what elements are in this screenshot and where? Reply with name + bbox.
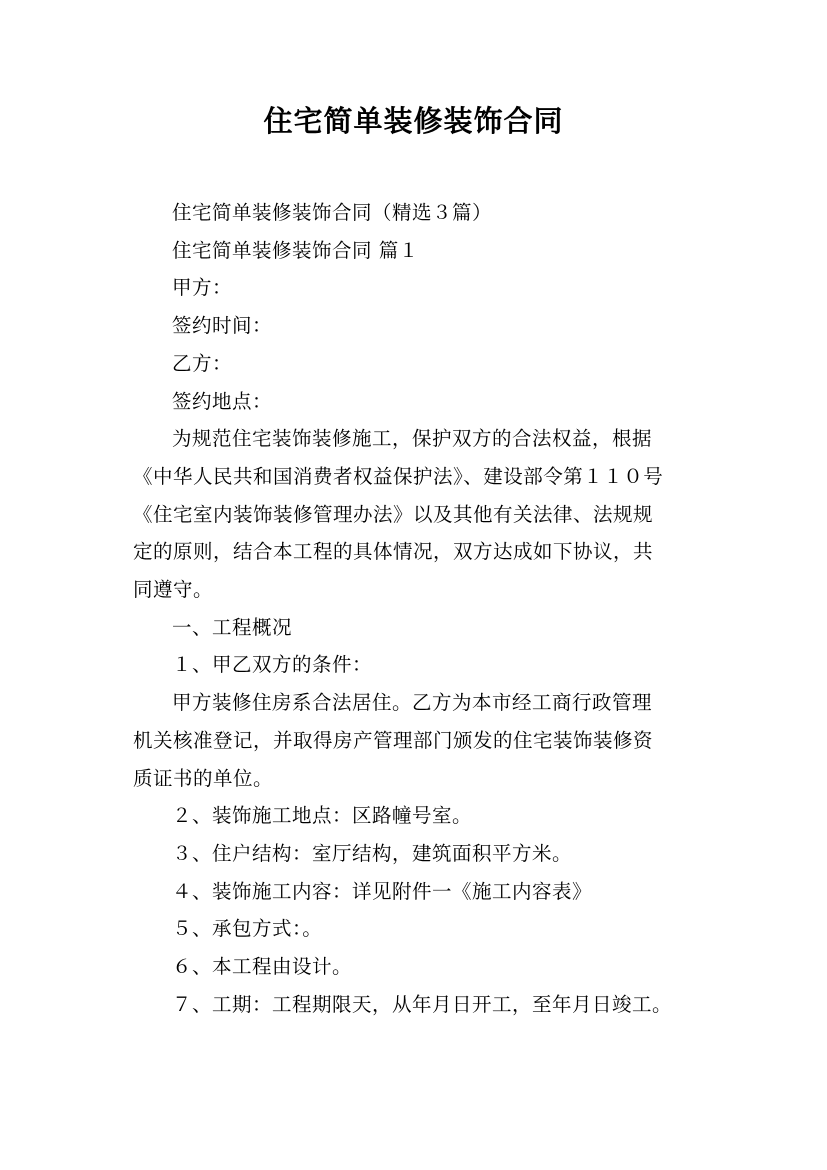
paragraph-line: 甲方装修住房系合法居住。乙方为本市经工商行政管理 [172, 691, 653, 715]
paragraph-line: ７、工期：工程期限天，从年月日开工，至年月日竣工。 [172, 992, 673, 1016]
paragraph-line: 一、工程概况 [172, 615, 293, 639]
paragraph-line: ３、住户结构：室厅结构，建筑面积平方米。 [172, 841, 573, 865]
paragraph-line: １、甲乙双方的条件： [172, 653, 373, 677]
paragraph-line: 定的原则，结合本工程的具体情况，双方达成如下协议，共 [133, 540, 654, 564]
paragraph-line: 同遵守。 [133, 578, 214, 602]
paragraph-line: 签约时间： [172, 314, 273, 338]
paragraph-line: 甲方： [172, 276, 233, 300]
paragraph-line: 为规范住宅装饰装修施工，保护双方的合法权益，根据 [172, 427, 653, 451]
paragraph-line: 乙方： [172, 351, 233, 375]
paragraph-line: 质证书的单位。 [133, 766, 274, 790]
paragraph-line: 住宅简单装修装饰合同 篇１ [172, 238, 419, 262]
paragraph-line: ４、装饰施工内容：详见附件一《施工内容表》 [172, 879, 593, 903]
paragraph-line: 签约地点： [172, 389, 273, 413]
document-body [133, 194, 713, 1023]
paragraph-line: 住宅简单装修装饰合同（精选３篇） [172, 201, 493, 224]
paragraph-line: 机关核准登记，并取得房产管理部门颁发的住宅装饰装修资 [133, 728, 654, 752]
paragraph-line: ２、装饰施工地点：区路幢号室。 [172, 804, 473, 828]
paragraph-line: 《中华人民共和国消费者权益保护法》、建设部令第１１０号 [133, 464, 664, 488]
paragraph-line: ５、承包方式：。 [172, 917, 323, 941]
paragraph-line: ６、本工程由设计。 [172, 955, 353, 979]
paragraph-line: 《住宅室内装饰装修管理办法》以及其他有关法律、法规规 [133, 502, 654, 526]
document-title: 住宅简单装修装饰合同 [263, 104, 564, 138]
